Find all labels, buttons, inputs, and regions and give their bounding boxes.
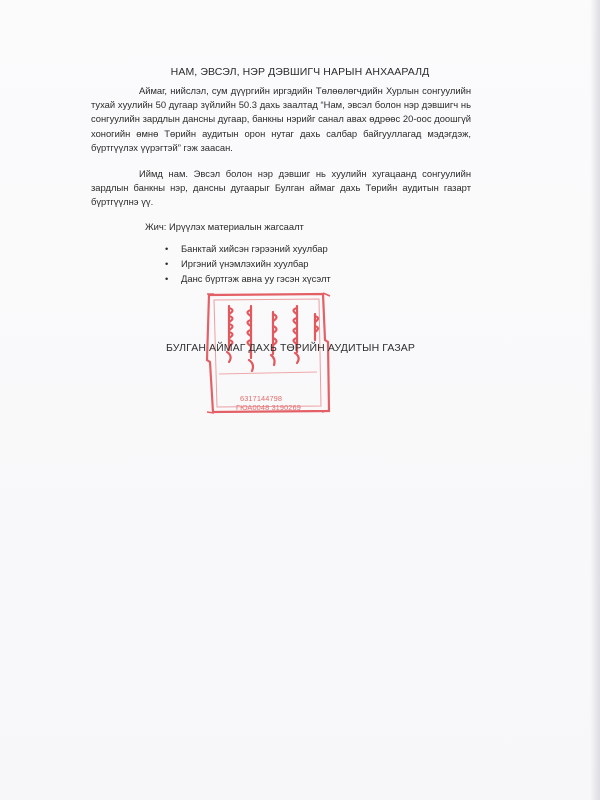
attachment-item: • Данс бүртгэж авна уу гэсэн хүсэлт [165, 271, 331, 286]
attachment-item: • Банктай хийсэн гэрээний хуулбар [165, 241, 331, 256]
attachments-label: Жич: Ирүүлэх материалын жагсаалт [145, 221, 304, 232]
attachments-list [165, 241, 331, 287]
signature-organization: БУЛГАН АЙМАГ ДАХЬ ТӨРИЙН АУДИТЫН ГАЗАР [166, 342, 415, 354]
stamp-number-2: ГЮА0048 3190269 [236, 403, 301, 412]
document-title: НАМ, ЭВСЭЛ, НЭР ДЭВШИГЧ НАРЫН АНХААРАЛД [170, 66, 430, 78]
attachment-item: • Иргэний үнэмлэхийн хуулбар [165, 256, 331, 271]
page-edge-shadow [590, 0, 600, 800]
stamp-number-1: 6317144798 [240, 394, 283, 403]
body-paragraph-1: Аймаг, нийслэл, сум дүүргийн иргэдийн Төлөөлөгчдийн Хурлын сонгуулийн тухай хуулийн 50 дугаар зүйлийн 50.3 дахь заалтад “Нам, эвсэл болон нэр дэвшигч нь сонгуулийн зардлын дансны дугаар, банкны нэрийг санал авах өдрөөс 20-оос доошгүй хоногийн өмнө Төрийн аудитын орон нутаг дахь салбар байгууллагад мэдэгдэж, бүртгүүлэх үүрэгтэй” гэж заасан. [91, 85, 471, 153]
body-paragraph-2: Иймд нам. Эвсэл болон нэр дэвшиг нь хуулийн хугацаанд сонгуулийн зардлын банкны нэр, дансны дугаарыг Булган аймаг дахь Төрийн аудитын газарт бүртгүүлнэ үү. [91, 168, 471, 208]
